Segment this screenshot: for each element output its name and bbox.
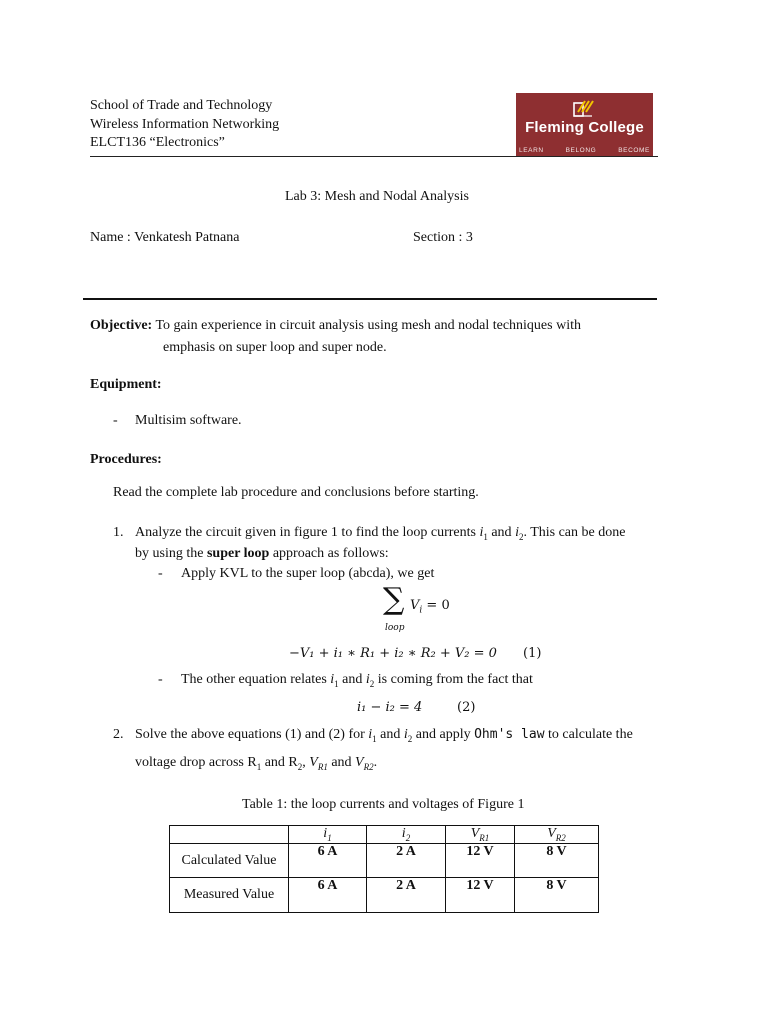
- bullet2-dash: -: [158, 672, 163, 687]
- measured-i1: 6 A: [289, 878, 367, 913]
- i2-symbol: i: [515, 525, 519, 540]
- bullet1-text: Apply KVL to the super loop (abcda), we get: [181, 566, 435, 581]
- row-label-calculated: Calculated Value: [170, 844, 289, 878]
- header-i1-sub: 1: [327, 832, 332, 843]
- objective-text-2: emphasis on super loop and super node.: [163, 340, 387, 355]
- step2-line2-b: and R: [261, 755, 298, 770]
- student-name: Name : Venkatesh Patnana: [90, 230, 240, 245]
- table-row: [170, 844, 599, 878]
- vr2-symbol: V: [355, 755, 364, 770]
- header-i1: [289, 826, 367, 844]
- step2-c: and apply: [412, 727, 475, 742]
- step2-b: and: [376, 727, 404, 742]
- equation-2: i₁ − i₂ = 4: [357, 700, 423, 715]
- calculated-i1: 6 A: [289, 844, 367, 878]
- bullet2-text: [181, 672, 533, 689]
- equation-2-number: (2): [457, 700, 476, 715]
- measured-vr1: 12 V: [446, 878, 515, 913]
- step1-text-a: Analyze the circuit given in figure 1 to find the loop currents: [135, 525, 480, 540]
- step2-a: Solve the above equations (1) and (2) for: [135, 727, 369, 742]
- step2-line2-d: and: [327, 755, 356, 770]
- super-loop-term: super loop: [206, 546, 270, 561]
- step2-i2-sub: 2: [407, 733, 413, 744]
- ohms-law-term: Ohm's law: [474, 727, 545, 742]
- objective-label: Objective:: [90, 318, 153, 333]
- sum-v-sub: i: [419, 605, 423, 616]
- r1-subscript: 1: [256, 761, 262, 772]
- header-divider: [90, 156, 658, 157]
- logo-tagline: [516, 147, 653, 154]
- step2-line1: [135, 727, 633, 744]
- bullet2-c: is coming from the fact that: [374, 672, 533, 687]
- header-empty: [170, 826, 289, 844]
- calculated-vr2: 8 V: [515, 844, 599, 878]
- course-name: ELCT136 “Electronics”: [90, 135, 225, 150]
- i1-subscript: 1: [483, 531, 488, 542]
- procedures-heading: Procedures:: [90, 452, 162, 467]
- tagline-learn: LEARN: [519, 147, 544, 154]
- logo-name: Fleming College: [525, 119, 644, 136]
- step1-and: and: [487, 525, 516, 540]
- step1-line2-a: by using the: [135, 546, 207, 561]
- student-section: Section : 3: [413, 230, 473, 245]
- table-caption: Table 1: the loop currents and voltages of Figure 1: [242, 797, 525, 812]
- college-emblem-icon: [572, 99, 598, 119]
- tagline-become: BECOME: [618, 147, 650, 154]
- step1-line2: [135, 546, 389, 562]
- header-i2: [367, 826, 446, 844]
- header-vr2-base: V: [547, 826, 556, 841]
- step2-line2-e: .: [373, 755, 378, 770]
- step2-i1: i: [368, 727, 373, 742]
- fleming-college-logo: [516, 93, 653, 156]
- equipment-heading: Equipment:: [90, 377, 162, 392]
- step2-i1-sub: 1: [372, 733, 377, 744]
- step2-i2: i: [403, 727, 408, 742]
- header-vr2-sub: R2: [555, 832, 566, 843]
- school-name: School of Trade and Technology: [90, 98, 273, 113]
- measured-vr2: 8 V: [515, 878, 599, 913]
- header-vr1-base: V: [470, 826, 480, 841]
- objective-line1: [90, 318, 581, 334]
- step2-d: to calculate the: [544, 727, 633, 742]
- calculated-i2: 2 A: [367, 844, 446, 878]
- results-table: [169, 825, 599, 913]
- sum-v: V: [410, 598, 420, 613]
- equipment-item: Multisim software.: [135, 413, 242, 428]
- step1-number: 1.: [113, 525, 124, 540]
- row-label-measured: Measured Value: [170, 878, 289, 913]
- tagline-belong: BELONG: [565, 147, 597, 154]
- bullet2-i1: i: [330, 672, 335, 687]
- step1-text-b: . This can be done: [523, 525, 626, 540]
- sum-equation: [410, 598, 450, 616]
- step2-line2: [135, 755, 377, 772]
- sum-rhs: = 0: [426, 598, 450, 613]
- header-i2-base: i: [401, 826, 406, 841]
- calculated-vr1: 12 V: [446, 844, 515, 878]
- procedures-intro: Read the complete lab procedure and conclusions before starting.: [113, 485, 479, 500]
- bullet1-dash: -: [158, 566, 163, 581]
- header-vr1-sub: R1: [479, 832, 490, 843]
- section-divider: [83, 298, 657, 300]
- table-header-row: [170, 826, 599, 844]
- step2-line2-c: ,: [302, 755, 310, 770]
- equation-1: −V₁ + i₁ ∗ R₁ + i₂ ∗ R₂ + V₂ = 0: [289, 646, 497, 661]
- program-name: Wireless Information Networking: [90, 117, 280, 132]
- step2-line2-a: voltage drop across R: [135, 755, 257, 770]
- i2-subscript: 2: [518, 531, 524, 542]
- bullet2-i1-sub: 1: [334, 678, 339, 689]
- vr1-subscript: R1: [317, 761, 328, 772]
- step2-number: 2.: [113, 727, 124, 742]
- i1-symbol: i: [479, 525, 484, 540]
- header-i2-sub: 2: [405, 832, 411, 843]
- header-vr1: [446, 826, 515, 844]
- measured-i2: 2 A: [367, 878, 446, 913]
- vr2-subscript: R2: [363, 761, 374, 772]
- step1-line1: [135, 525, 625, 542]
- procedures-label: [90, 452, 162, 468]
- lab-title: Lab 3: Mesh and Nodal Analysis: [285, 189, 469, 204]
- header-vr2: [515, 826, 599, 844]
- summation-index: loop: [385, 623, 405, 633]
- bullet2-i2-sub: 2: [369, 678, 375, 689]
- bullet2-a: The other equation relates: [181, 672, 331, 687]
- objective-text-1: To gain experience in circuit analysis using mesh and nodal techniques with: [155, 318, 581, 333]
- equation-1-number: (1): [523, 646, 542, 661]
- header-i1-base: i: [323, 826, 328, 841]
- r2-subscript: 2: [297, 761, 303, 772]
- vr1-symbol: V: [309, 755, 318, 770]
- bullet2-b: and: [338, 672, 366, 687]
- step1-line2-b: approach as follows:: [269, 546, 389, 561]
- equipment-dash: -: [113, 413, 118, 428]
- equipment-label: [90, 377, 162, 393]
- table-row: [170, 878, 599, 913]
- bullet2-i2: i: [365, 672, 370, 687]
- summation-symbol: ∑: [383, 582, 405, 617]
